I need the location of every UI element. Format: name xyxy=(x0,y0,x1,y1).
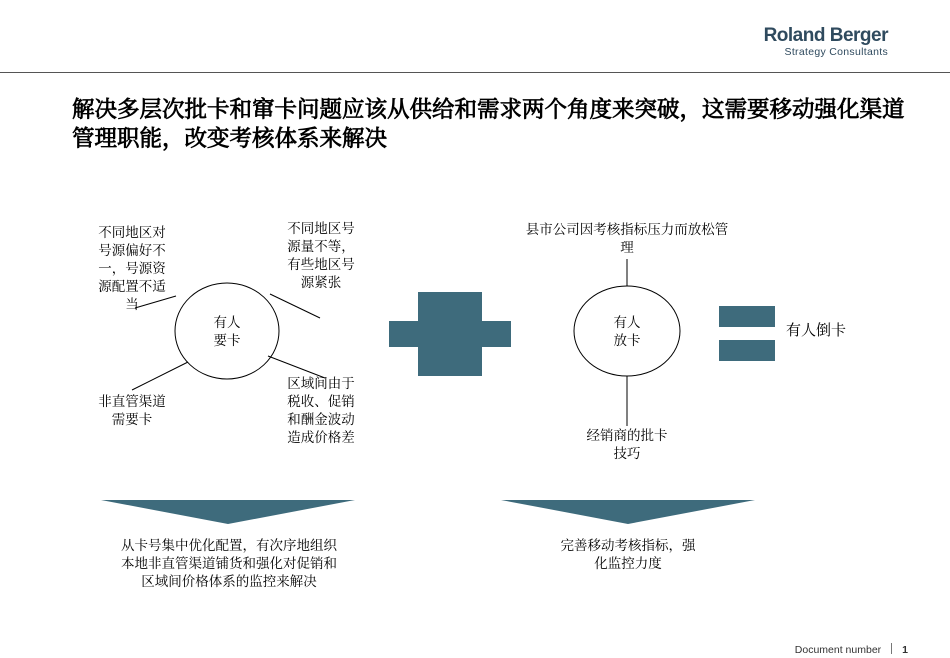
left-solution-text: 从卡号集中优化配置，有次序地组织 本地非直管渠道铺货和强化对促销和 区域间价格体系的监控来解决 xyxy=(121,538,337,589)
cause-number-volume: 不同地区号 源量不等， 有些地区号 源紧张 xyxy=(287,221,355,290)
right-down-arrow xyxy=(501,500,755,524)
connector-line xyxy=(270,294,320,318)
cause-region-preference: 不同地区对 号源偏好不 一，号源资 源配置不适 当 xyxy=(98,225,166,312)
cause-price-difference: 区域间由于 税收、促销 和酬金波动 造成价格差 xyxy=(287,376,355,445)
logo-subtitle: Strategy Consultants xyxy=(784,46,888,58)
supply-center-label: 有人 放卡 xyxy=(613,315,641,348)
equals-sign-top xyxy=(719,306,775,327)
connector-line xyxy=(132,362,188,390)
logo-brand: Roland Berger xyxy=(763,25,888,46)
cause-kpi-pressure: 县市公司因考核指标压力而放松管 理 xyxy=(525,222,729,255)
right-solution-text: 完善移动考核指标，强 化监控力度 xyxy=(560,538,696,571)
cause-indirect-channel: 非直管渠道 需要卡 xyxy=(98,394,166,427)
left-down-arrow xyxy=(101,500,355,524)
page-number: 1 xyxy=(902,644,908,656)
footer xyxy=(795,643,908,656)
plus-sign-horizontal xyxy=(389,321,511,347)
slide-title: 解决多层次批卡和窜卡问题应该从供给和需求两个角度来突破，这需要移动强化渠道管理职能，改变考核体系来解决 xyxy=(72,97,905,151)
document-number-label: Document number xyxy=(794,644,882,656)
equals-sign-bottom xyxy=(719,340,775,361)
cause-dealer-tricks: 经销商的批卡 技巧 xyxy=(586,428,668,461)
footer-separator xyxy=(891,643,892,654)
result-label: 有人倒卡 xyxy=(786,322,847,339)
demand-center-label: 有人 要卡 xyxy=(213,315,241,348)
